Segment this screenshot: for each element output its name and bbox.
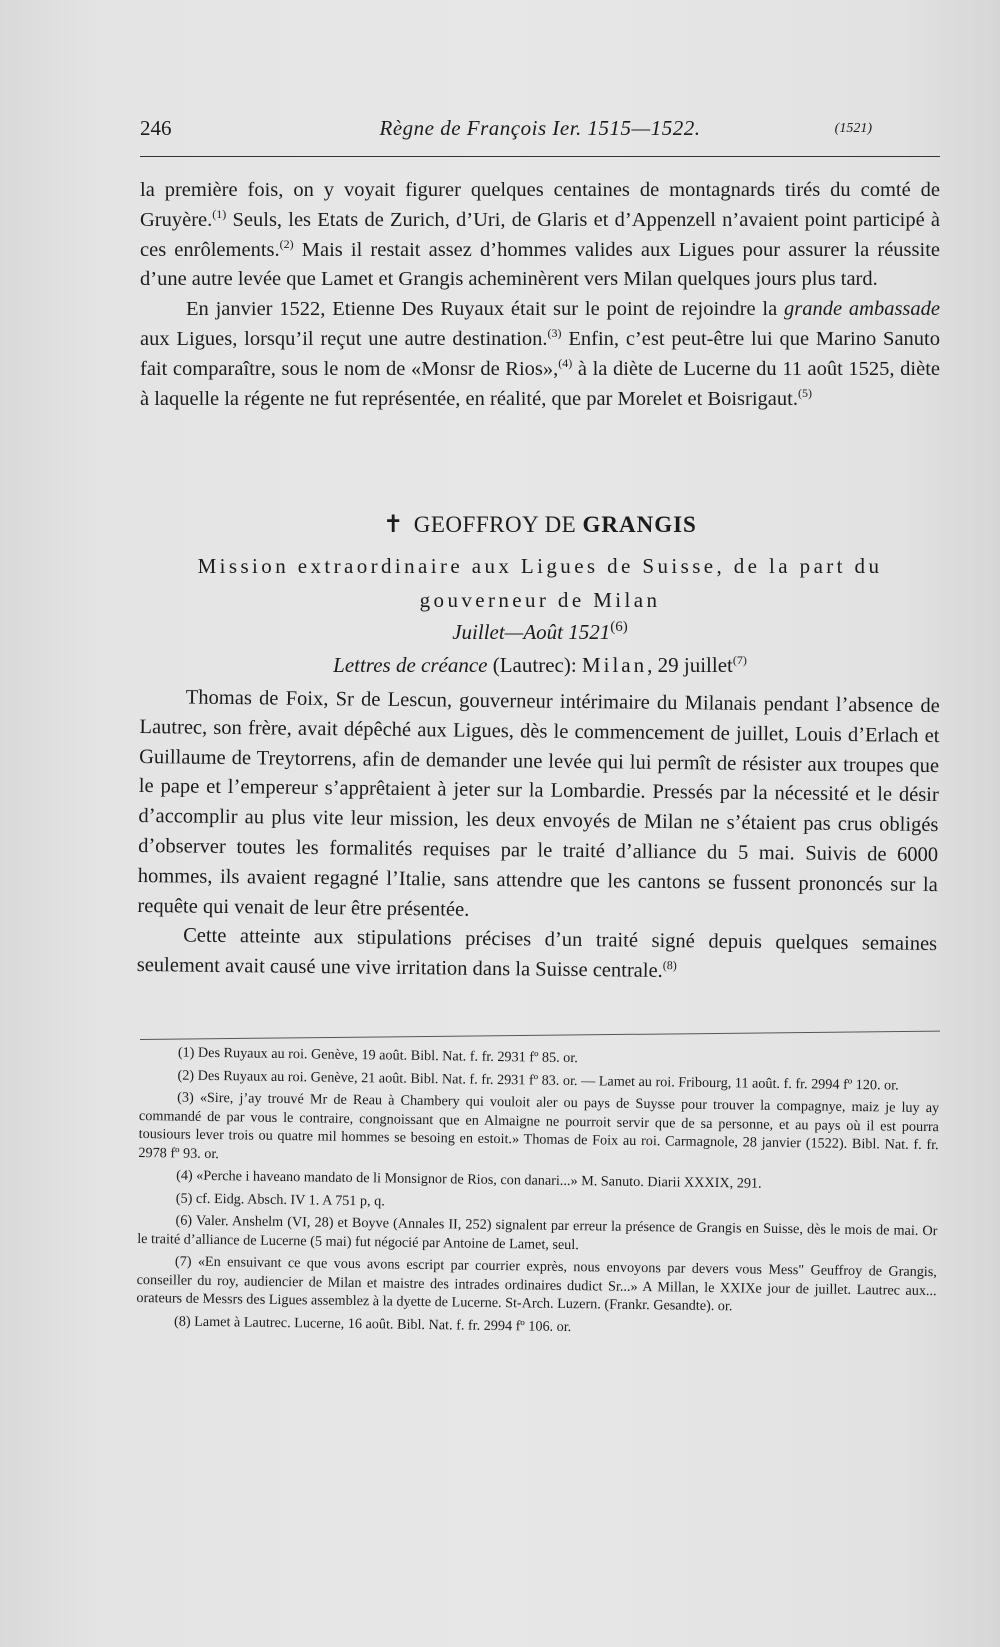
section-dates: [140, 619, 940, 645]
footnote-ref-7: (7): [732, 653, 747, 667]
intro-text-2: Seuls, les Etats de Zurich, d’Uri, de Glaris et d’Appenzell n’avaient point participé à ces enrôlements.: [140, 208, 940, 261]
intro-text-3: Mais il restait assez d’hommes valides aux Ligues pour assurer la réussite d’une autre levée que Lamet et Grangis acheminèrent vers Milan quelques jours plus tard.: [140, 238, 940, 291]
main-text: [137, 683, 940, 990]
footnote-ref-4: (4): [558, 355, 573, 370]
section-title: [140, 510, 940, 539]
footnote-ref-5: (5): [797, 385, 812, 400]
footnote-3: (3) «Sire, j’ay trouvé Mr de Reau à Chambery qui vouloit aler ou pays de Suysse pour trouver la compagnye, maiz je luy ay commandé de par vous le contraire, congnoissant que en Almaigne ne pourroit servir que de sa personne, et au pays où il est pourra tousiours lever trois ou quatre mil hommes se besoing en estoit.» Thomas de Foix au roi. Carmagnole, 28 janvier (1522). Bibl. Nat. f. fr. 2978 fº 93. or.: [138, 1089, 940, 1162]
footnote-ref-3: (3): [547, 326, 562, 341]
section-dates-text: Juillet—Août 1521: [452, 620, 611, 644]
footnote-5: (5) cf. Eidg. Absch. IV 1. A 751 p, q.: [175, 1190, 385, 1209]
footnote-8: (8) Lamet à Lautrec. Lucerne, 16 août. Bibl. Nat. f. fr. 2994 fº 106. or.: [174, 1313, 572, 1335]
cross-icon: ✝: [383, 512, 404, 538]
footnote-6: (6) Valer. Anshelm (VI, 28) et Boyve (Annales II, 252) signalent par erreur la présence de Grangis en Suisse, dès le mois de mai. Or le traité d’alliance de Lucerne (5 mai) fut négocié par Antoine de Lamet, seul.: [137, 1212, 938, 1253]
section-name-first: GEOFFROY DE: [413, 512, 577, 537]
footnote-4: (4) «Perche i haveano mandato de li Monsignor de Rios, con danari...» M. Sanuto. Diarii XXXIX, 291.: [176, 1167, 762, 1192]
running-header: [140, 116, 940, 146]
footnote-1: (1) Des Ruyaux au roi. Genève, 19 août. Bibl. Nat. f. fr. 2931 fº 85. or.: [177, 1044, 578, 1067]
footnote-ref-8: (8): [662, 958, 677, 973]
section-subtitle: Mission extraordinaire aux Ligues de Suisse, de la part du gouverneur de Milan: [197, 554, 883, 612]
second-text-3: Enfin, c’est peut-être lui que Marino Sanuto fait comparaître, sous le nom de «Monsr de Rios»,: [140, 327, 941, 380]
footnote-ref-1: (1): [212, 206, 227, 221]
second-text-italic: grande ambassade: [784, 298, 940, 321]
second-text-4: à la diète de Lucerne du 11 août 1525, diète à laquelle la régente ne fut représentée, en réalité, que par Morelet et Boisrigaut.: [140, 357, 940, 410]
credentials-line: [140, 653, 940, 678]
footnote-ref-6: (6): [610, 619, 628, 635]
footnote-7: (7) «En ensuivant ce que vous avons escript par courrier exprès, nous envoyons par devers vous Mess" Geuffroy de Grangis, conseiller du roy, audiencier de Milan et maistre des intrades ordinaires dudict Sr...» A Millan, le XXIXe jour de juillet. Lautrec aux... orateurs de Messrs des Ligues assemblez à la dyette de Lucerne. St-Arch. Luzern. (Frankr. Gesandte). or.: [136, 1253, 937, 1315]
running-year: (1521): [834, 121, 872, 136]
second-text-2: aux Ligues, lorsqu’il reçut une autre destination.: [140, 327, 548, 350]
main-paragraph-2-text: Cette atteinte aux stipulations précises d’un traité signé depuis quelques semaines seulement avait causé une vive irritation dans la Suisse centrale.: [136, 924, 938, 983]
page-number: 246: [140, 116, 172, 140]
second-text-1: En janvier 1522, Etienne Des Ruyaux était sur le point de rejoindre la: [186, 298, 784, 321]
intro-text-1: la première fois, on y voyait figurer quelques centaines de montagnards tirés du comté de Gruyère.: [140, 179, 940, 231]
footnotes: [136, 1043, 940, 1345]
credentials-label: Lettres de créance: [333, 653, 488, 677]
credentials-place: Milan: [581, 653, 648, 677]
header-rule: [140, 156, 940, 157]
main-paragraph-2: [137, 921, 938, 990]
footnote-2: (2) Des Ruyaux au roi. Genève, 21 août. Bibl. Nat. f. fr. 2931 fº 83. or. — Lamet au roi. Fribourg, 11 août. f. fr. 2994 fº 120. or.: [177, 1067, 899, 1094]
footnote-ref-2: (2): [279, 236, 294, 251]
running-title: Règne de François Ier. 1515—1522.: [379, 116, 701, 140]
main-paragraph-1: Thomas de Foix, Sr de Lescun, gouverneur intérimaire du Milanais pendant l’absence de Lautrec, son frère, avait dépêché aux Ligues, dès le commencement de juillet, Louis d’Erlach et Guillaume de Treytorrens, afin de demander une levée qui lui permît de résister aux troupes que le pape et l’empereur s’apprêtaient à jeter sur la Lombardie. Pressés par la nécessité et le désir d’accomplir au plus vite leur mission, les deux envoyés de Milan ne s’étaient pas crus obligés d’observer toutes les formalités requises par le traité d’alliance du 5 mai. Suivis de 6000 hommes, ils avaient regagné l’Italie, sans attendre que les cantons se fussent prononcés sur la requête qui venait de leur être présentée.: [137, 686, 940, 921]
credentials-by: (Lautrec):: [487, 653, 582, 677]
footnote-rule: [140, 1031, 940, 1040]
section-name-last: GRANGIS: [582, 512, 697, 537]
intro-paragraph: [140, 176, 940, 414]
credentials-date: , 29 juillet: [647, 653, 733, 677]
second-paragraph: [140, 295, 940, 414]
